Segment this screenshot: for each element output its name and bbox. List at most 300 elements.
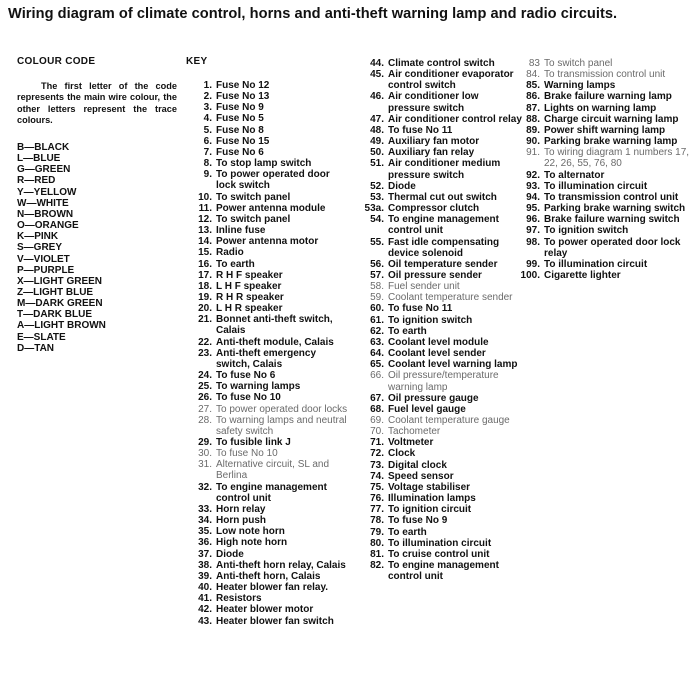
key-item xyxy=(186,415,351,437)
key-item-number: 82. xyxy=(370,560,384,572)
key-item xyxy=(358,504,523,515)
colour-entry: D—TAN xyxy=(17,342,55,354)
key-item-text: Clock xyxy=(388,448,416,460)
key-item-text: R H F speaker xyxy=(216,269,283,281)
key-item-text: To ignition circuit xyxy=(388,504,472,516)
key-item-text: Coolant level warning lamp xyxy=(388,359,518,371)
key-item-number: 9. xyxy=(203,169,212,181)
key-item-number: 72. xyxy=(370,448,384,460)
key-item-text: Fuse No 12 xyxy=(216,80,270,91)
key-item xyxy=(358,527,523,538)
key-item xyxy=(186,348,351,370)
key-item-number: 55. xyxy=(370,236,384,248)
colour-entry: B—BLACK xyxy=(17,141,70,153)
key-item-text: To fusible link J xyxy=(216,437,291,448)
colour-entry: A—LIGHT BROWN xyxy=(17,320,106,332)
key-item-text: To earth xyxy=(216,258,255,270)
key-item-number: 60. xyxy=(370,303,384,315)
key-column-2 xyxy=(358,58,523,582)
key-item-number: 23. xyxy=(198,347,212,359)
colour-entry: S—GREY xyxy=(17,242,63,254)
key-item-number: 90. xyxy=(526,136,540,148)
key-item-text: To engine management control unit xyxy=(216,481,327,504)
colour-code-section xyxy=(17,56,177,354)
key-item-number: 27. xyxy=(198,403,212,415)
key-item xyxy=(186,448,351,459)
key-item-text: To fuse No 11 xyxy=(388,124,453,136)
colour-entry: W—WHITE xyxy=(17,197,69,209)
key-item-number: 81. xyxy=(370,548,384,560)
key-item xyxy=(186,169,351,191)
key-item-number: 75. xyxy=(370,481,384,493)
key-item-text: To switch panel xyxy=(216,191,291,203)
key-item xyxy=(516,203,694,214)
key-item-text: Resistors xyxy=(216,593,262,605)
key-item xyxy=(516,147,694,169)
key-item-number: 5. xyxy=(203,124,212,136)
key-item-number: 3. xyxy=(203,102,212,114)
key-item xyxy=(186,392,351,403)
key-item-text: Power antenna motor xyxy=(216,236,319,248)
key-item-text: To power operated door lock switch xyxy=(216,169,330,192)
key-item-number: 29. xyxy=(198,437,212,448)
key-item-number: 38. xyxy=(198,559,212,571)
key-item-number: 40. xyxy=(198,582,212,594)
key-item-number: 85. xyxy=(526,80,540,92)
key-item-text: Digital clock xyxy=(388,459,447,471)
key-item xyxy=(358,538,523,549)
key-item-number: 33. xyxy=(198,503,212,515)
key-item-number: 54. xyxy=(370,214,384,226)
key-item xyxy=(358,125,523,136)
key-item xyxy=(186,158,351,169)
key-item-number: 84. xyxy=(526,69,540,81)
colour-entry: X—LIGHT GREEN xyxy=(17,275,103,287)
colour-code-intro: The first letter of the code represents the main wire colour, the other letters represent the trace colours. xyxy=(17,81,177,125)
key-item xyxy=(516,181,694,192)
key-item-number: 39. xyxy=(198,570,212,582)
key-item-number: 10. xyxy=(198,191,212,203)
key-item-text: To earth xyxy=(388,325,427,337)
key-item-text: To switch panel xyxy=(544,58,613,69)
key-item-number: 26. xyxy=(198,392,212,404)
key-item-text: Fuse No 8 xyxy=(216,124,264,136)
key-item-text: To power operated door locks xyxy=(216,403,348,415)
key-item-number: 12. xyxy=(198,213,212,225)
key-item-number: 34. xyxy=(198,515,212,527)
key-item-number: 74. xyxy=(370,470,384,482)
key-item-text: Climate control switch xyxy=(388,58,495,69)
key-item-number: 32. xyxy=(198,481,212,493)
key-item xyxy=(516,80,694,91)
key-item-number: 96. xyxy=(526,214,540,226)
key-item xyxy=(516,259,694,270)
key-item-text: Coolant temperature sender xyxy=(388,292,513,304)
key-item xyxy=(186,113,351,124)
key-item xyxy=(358,281,523,292)
key-item-number: 11. xyxy=(198,202,212,214)
key-item-text: Anti-theft horn relay, Calais xyxy=(216,559,346,571)
key-item xyxy=(516,170,694,181)
key-item-text: Diode xyxy=(388,180,416,192)
colour-entry: O—ORANGE xyxy=(17,220,79,232)
key-item-text: To warning lamps and neutral safety switch xyxy=(216,414,347,437)
key-item-number: 80. xyxy=(370,537,384,549)
key-item-number: 97. xyxy=(526,225,540,237)
colour-entry: N—BROWN xyxy=(17,208,74,220)
key-item xyxy=(358,58,523,69)
key-item-text: To fuse No 10 xyxy=(216,448,278,460)
key-item-number: 76. xyxy=(370,493,384,505)
key-item-number: 83 xyxy=(528,58,540,69)
colour-entry: L—BLUE xyxy=(17,153,61,165)
key-column-1 xyxy=(186,80,351,627)
colour-code-heading: COLOUR CODE xyxy=(17,56,96,67)
key-item-number: 77. xyxy=(370,504,384,516)
key-item-text: To warning lamps xyxy=(216,381,301,393)
key-item xyxy=(358,259,523,270)
key-item-text: Air conditioner control relay xyxy=(388,113,522,125)
key-item xyxy=(186,80,351,91)
key-item-number: 56. xyxy=(370,258,384,270)
key-item-text: Air conditioner evaporator control switch xyxy=(388,69,514,92)
key-item-number: 31. xyxy=(198,459,212,471)
key-item xyxy=(358,404,523,415)
key-item-number: 42. xyxy=(198,604,212,616)
key-item xyxy=(186,404,351,415)
key-item-number: 44. xyxy=(370,58,384,69)
colour-entry: V—VIOLET xyxy=(17,253,70,265)
key-item-text: Auxiliary fan relay xyxy=(388,147,475,159)
key-item xyxy=(186,147,351,158)
key-item-number: 66. xyxy=(370,370,384,382)
key-item xyxy=(186,526,351,537)
key-item xyxy=(186,616,351,627)
colour-entry: Z—LIGHT BLUE xyxy=(17,287,94,298)
key-item-text: L H F speaker xyxy=(216,280,282,292)
key-item-text: Oil pressure gauge xyxy=(388,392,479,404)
key-column-3 xyxy=(516,58,694,281)
key-item-text: Fuel level gauge xyxy=(388,403,466,415)
key-item xyxy=(186,281,351,292)
key-item xyxy=(358,370,523,392)
key-item xyxy=(358,393,523,404)
key-item xyxy=(358,91,523,113)
key-item-text: Fuel sender unit xyxy=(388,281,460,293)
key-item xyxy=(186,437,351,448)
key-item-text: To ignition switch xyxy=(388,314,473,326)
key-item-text: Thermal cut out switch xyxy=(388,191,497,203)
key-item xyxy=(358,114,523,125)
key-item-number: 59. xyxy=(370,292,384,304)
key-item xyxy=(516,69,694,80)
key-item-text: To engine management control unit xyxy=(388,214,499,237)
key-heading: KEY xyxy=(186,56,208,67)
key-item xyxy=(186,136,351,147)
key-item-number: 53a. xyxy=(364,203,384,215)
key-item-text: Oil temperature sender xyxy=(388,258,498,270)
key-item-number: 52. xyxy=(370,180,384,192)
key-item xyxy=(358,292,523,303)
key-item-text: Anti-theft horn, Calais xyxy=(216,570,321,582)
key-item xyxy=(186,593,351,604)
key-item-text: Lights on warning lamp xyxy=(544,102,657,114)
key-item-text: Brake failure warning switch xyxy=(544,214,680,226)
key-item-number: 91. xyxy=(526,147,540,159)
key-item-number: 20. xyxy=(198,303,212,315)
key-item-number: 69. xyxy=(370,415,384,426)
key-item-number: 47. xyxy=(370,113,384,125)
key-item xyxy=(516,103,694,114)
key-item-text: To illumination circuit xyxy=(388,537,492,549)
key-item xyxy=(516,114,694,125)
colour-entry: M—DARK GREEN xyxy=(17,298,103,310)
key-item-number: 58. xyxy=(370,281,384,293)
key-item-text: Warning lamps xyxy=(544,80,616,92)
key-item-text: Coolant level module xyxy=(388,336,489,348)
key-item-text: To cruise control unit xyxy=(388,548,490,560)
key-item-text: Illumination lamps xyxy=(388,493,476,505)
key-item-number: 1. xyxy=(203,80,212,91)
key-item-text: To earth xyxy=(388,526,427,538)
key-item xyxy=(516,237,694,259)
key-item-number: 6. xyxy=(203,135,212,147)
key-item-number: 53. xyxy=(370,191,384,203)
key-item-number: 86. xyxy=(526,91,540,103)
key-item-number: 57. xyxy=(370,269,384,281)
key-item-number: 7. xyxy=(203,146,212,158)
key-item-text: Oil pressure sender xyxy=(388,269,482,281)
key-item xyxy=(358,181,523,192)
key-item-number: 88. xyxy=(526,113,540,125)
key-item-text: Compressor clutch xyxy=(388,203,480,215)
key-item-number: 63. xyxy=(370,336,384,348)
key-item xyxy=(186,560,351,571)
key-item-text: Parking brake warning switch xyxy=(544,203,686,215)
key-item-number: 73. xyxy=(370,459,384,471)
colour-entry: T—DARK BLUE xyxy=(17,309,92,321)
colour-list xyxy=(17,142,177,354)
key-item-text: Tachometer xyxy=(388,426,441,438)
key-item-text: To transmission control unit xyxy=(544,191,679,203)
key-item-text: Anti-theft emergency switch, Calais xyxy=(216,347,317,370)
key-item-number: 35. xyxy=(198,526,212,538)
key-item xyxy=(186,314,351,336)
key-item-number: 95. xyxy=(526,203,540,215)
key-item xyxy=(516,225,694,236)
key-item-text: Heater blower motor xyxy=(216,604,314,616)
key-item-number: 92. xyxy=(526,169,540,181)
key-item xyxy=(358,549,523,560)
key-item xyxy=(358,237,523,259)
key-item-number: 13. xyxy=(198,225,212,237)
key-item-number: 21. xyxy=(198,314,212,326)
key-item xyxy=(186,571,351,582)
key-item-number: 4. xyxy=(203,113,212,125)
key-item-text: Auxiliary fan motor xyxy=(388,136,480,148)
key-item xyxy=(186,102,351,113)
key-item-number: 99. xyxy=(526,258,540,270)
key-item-number: 41. xyxy=(198,593,212,605)
key-item xyxy=(186,214,351,225)
colour-entry: Y—YELLOW xyxy=(17,186,77,198)
key-item-text: To illumination circuit xyxy=(544,258,648,270)
key-item xyxy=(358,448,523,459)
key-item xyxy=(186,459,351,481)
key-item-text: Voltmeter xyxy=(388,437,434,449)
key-item xyxy=(358,214,523,236)
key-item xyxy=(358,270,523,281)
key-item xyxy=(358,515,523,526)
key-item-text: Fuse No 6 xyxy=(216,146,264,158)
key-item-number: 98. xyxy=(526,236,540,248)
key-item-text: To wiring diagram 1 numbers 17, 22, 26, 55, 76, 80 xyxy=(544,147,690,170)
key-item xyxy=(186,549,351,560)
key-item-text: Charge circuit warning lamp xyxy=(544,113,679,125)
key-item-number: 36. xyxy=(198,537,212,549)
key-item-text: Power antenna module xyxy=(216,202,326,214)
key-item-text: To switch panel xyxy=(216,213,291,225)
key-item xyxy=(186,192,351,203)
key-item-number: 79. xyxy=(370,526,384,538)
key-item-text: Fuse No 9 xyxy=(216,102,264,114)
key-item xyxy=(186,337,351,348)
key-item xyxy=(516,270,694,281)
key-item-number: 89. xyxy=(526,124,540,136)
key-item xyxy=(358,482,523,493)
key-item-text: To fuse No 6 xyxy=(216,370,276,382)
key-item-text: Brake failure warning lamp xyxy=(544,91,672,103)
key-item-text: To illumination circuit xyxy=(544,180,648,192)
colour-entry: R—RED xyxy=(17,175,56,187)
key-item xyxy=(186,381,351,392)
key-item-text: To ignition switch xyxy=(544,225,629,237)
key-item-text: Fuse No 5 xyxy=(216,113,264,125)
key-item-number: 68. xyxy=(370,403,384,415)
key-item-text: Radio xyxy=(216,247,244,259)
key-item-number: 28. xyxy=(198,414,212,426)
key-item-number: 2. xyxy=(203,91,212,103)
key-item xyxy=(186,125,351,136)
key-item xyxy=(358,437,523,448)
key-item-number: 24. xyxy=(198,370,212,382)
key-item xyxy=(516,214,694,225)
key-item-number: 18. xyxy=(198,280,212,292)
key-item-number: 100. xyxy=(520,269,540,281)
key-item xyxy=(358,158,523,180)
key-item-number: 62. xyxy=(370,325,384,337)
key-item-text: Fast idle compensating device solenoid xyxy=(388,236,500,259)
key-item xyxy=(358,136,523,147)
key-item xyxy=(358,315,523,326)
key-item-number: 93. xyxy=(526,180,540,192)
colour-entry: G—GREEN xyxy=(17,164,71,176)
key-item xyxy=(186,247,351,258)
key-item xyxy=(358,471,523,482)
key-item-number: 94. xyxy=(526,191,540,203)
key-item xyxy=(358,460,523,471)
key-item-number: 37. xyxy=(198,548,212,560)
key-item-number: 50. xyxy=(370,147,384,159)
key-item-number: 25. xyxy=(198,381,212,393)
key-item-text: Horn relay xyxy=(216,503,266,515)
key-item xyxy=(358,560,523,582)
key-item-number: 51. xyxy=(370,158,384,170)
key-item-text: Heater blower fan relay. xyxy=(216,582,329,594)
key-item-text: Coolant temperature gauge xyxy=(388,415,510,426)
key-item-text: Diode xyxy=(216,548,244,560)
key-item-number: 43. xyxy=(198,615,212,627)
key-item xyxy=(358,359,523,370)
key-item-text: To transmission control unit xyxy=(544,69,666,81)
key-item xyxy=(516,125,694,136)
key-item-number: 67. xyxy=(370,392,384,404)
key-item-number: 65. xyxy=(370,359,384,371)
key-item xyxy=(358,303,523,314)
key-item-text: Speed sensor xyxy=(388,470,454,482)
key-item-text: To fuse No 10 xyxy=(216,392,281,404)
key-item-text: To power operated door lock relay xyxy=(544,236,681,259)
key-item-number: 14. xyxy=(198,236,212,248)
key-item-text: Parking brake warning lamp xyxy=(544,136,678,148)
key-item-number: 78. xyxy=(370,515,384,527)
colour-entry: K—PINK xyxy=(17,231,59,243)
key-item-text: Air conditioner low pressure switch xyxy=(388,91,479,114)
key-item-text: Fuse No 13 xyxy=(216,91,270,103)
key-item-number: 30. xyxy=(198,448,212,460)
key-item-number: 8. xyxy=(203,158,212,170)
key-item-text: Fuse No 15 xyxy=(216,135,270,147)
key-item xyxy=(516,192,694,203)
key-item xyxy=(186,270,351,281)
key-item xyxy=(358,203,523,214)
key-item xyxy=(186,582,351,593)
key-item-text: L H R speaker xyxy=(216,303,283,315)
key-item xyxy=(186,236,351,247)
key-item xyxy=(516,91,694,102)
key-item-text: To stop lamp switch xyxy=(216,158,312,170)
colour-entry: P—PURPLE xyxy=(17,264,75,276)
key-item xyxy=(186,504,351,515)
key-item-text: Low note horn xyxy=(216,526,285,538)
key-item-number: 19. xyxy=(198,291,212,303)
key-item xyxy=(358,415,523,426)
key-item xyxy=(516,58,694,69)
key-item-text: Coolant level sender xyxy=(388,348,486,360)
key-item-number: 48. xyxy=(370,124,384,136)
page-title: Wiring diagram of climate control, horns and anti-theft warning lamp and radio circuits. xyxy=(8,6,618,22)
key-item-text: Anti-theft module, Calais xyxy=(216,336,334,348)
key-item xyxy=(186,370,351,381)
key-item-text: Bonnet anti-theft switch, Calais xyxy=(216,314,333,337)
key-item xyxy=(186,292,351,303)
key-item xyxy=(186,259,351,270)
key-item xyxy=(516,136,694,147)
key-item-text: Cigarette lighter xyxy=(544,269,621,281)
key-item xyxy=(358,147,523,158)
key-item-number: 46. xyxy=(370,91,384,103)
key-item xyxy=(358,192,523,203)
key-item-number: 17. xyxy=(198,269,212,281)
key-item-text: Heater blower fan switch xyxy=(216,615,334,627)
key-item-number: 71. xyxy=(370,437,384,449)
colour-entry: E—SLATE xyxy=(17,331,66,343)
key-item xyxy=(358,337,523,348)
key-item-text: Oil pressure/temperature warning lamp xyxy=(388,370,499,393)
key-item xyxy=(186,515,351,526)
key-item-text: To fuse No 9 xyxy=(388,515,448,527)
key-item xyxy=(186,203,351,214)
